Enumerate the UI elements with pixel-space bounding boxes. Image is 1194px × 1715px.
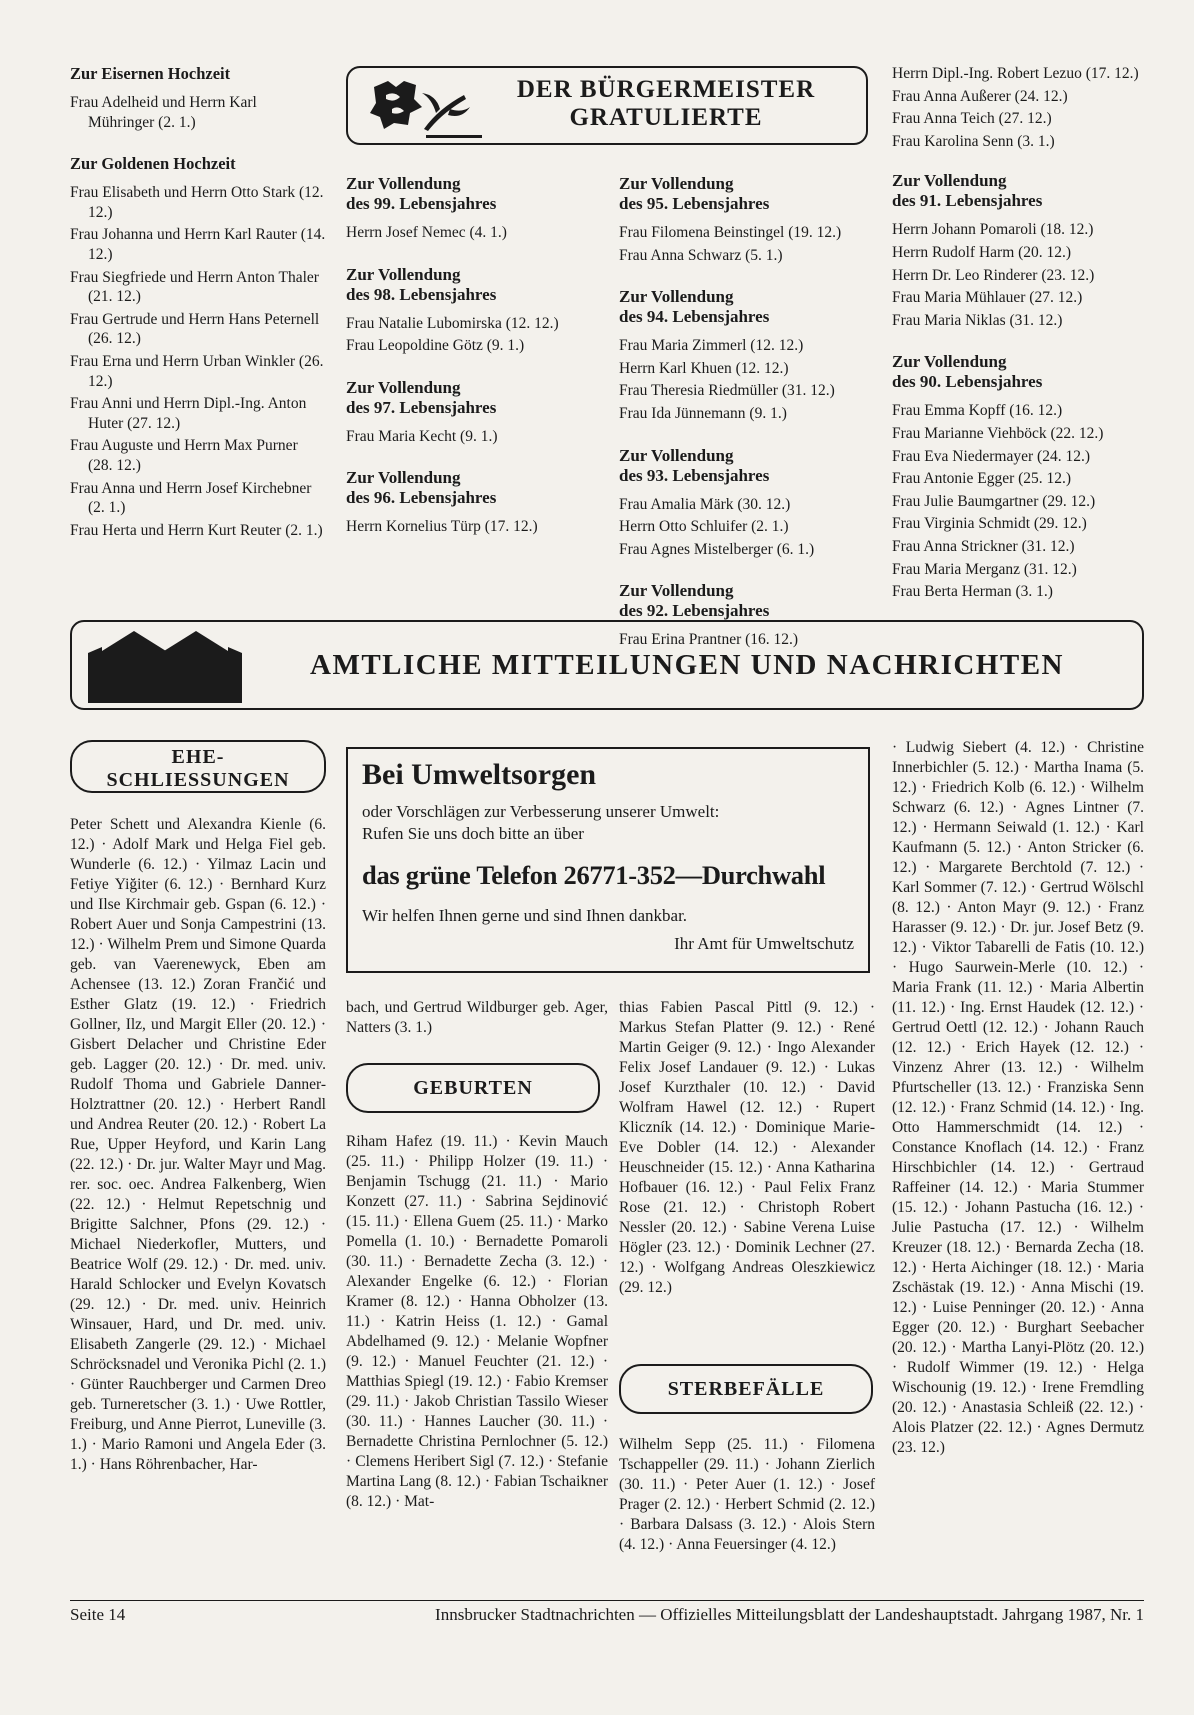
umwelt-signature: Ihr Amt für Umweltschutz (674, 934, 854, 953)
age-group (619, 287, 881, 423)
jubilar-entry: Frau Maria Merganz (31. 12.) (892, 560, 1077, 578)
age-group-subheading: des 97. Lebensjahres (346, 397, 497, 417)
jubilare-column-4 (892, 64, 1144, 624)
geburten-title: GEBURTEN (413, 1077, 533, 1099)
jubilar-entry: Herrn Kornelius Türp (17. 12.) (346, 518, 538, 536)
eheschliessungen-heading-box (70, 740, 326, 793)
eiserne-hochzeit-list (70, 93, 326, 132)
sterbefaelle-text-continued: · Ludwig Siebert (4. 12.) · Christine Innerbichler (5. 12.) · Martha Inama (5. 12.) · Friedrich Kolb (6. 12.) · Wilhelm Schwarz (6. 12.) · Agnes Lintner (7. 12.) · Hermann Seiwald (1. 12.) · Karl Kaufmann (5. 12.) · Anton Stricker (6. 12.) · Margarete Berchtold (7. 12.) · Karl Sommer (7. 12.) · Gertrud Wölschl (8. 12.) · Anton Mayr (9. 12.) · Franz Harasser (9. 12.) · Dr. jur. Josef Betz (9. 12.) · Viktor Tabarelli de Fatis (10. 12.) · Hugo Saurwein-Merle (10. 12.) · Maria Frank (11. 12.) · Maria Albertin (11. 12.) · Ing. Ernst Haudek (12. 12.) · Gertrud Oettl (12. 12.) · Johann Rauch (12. 12.) · Erich Hayek (12. 12.) · Vinzenz Ahrer (13. 12.) · Wilhelm Pfurtscheller (13. 12.) · Franziska Senn (12. 12.) · Franz Schmid (14. 12.) · Ing. Otto Hammerschmidt (14. 12.) · Constance Knoflach (14. 12.) · Franz Hirschbichler (14. 12.) · Gertraud Raffeiner (14. 12.) · Maria Stummer (15. 12.) · Johann Pastucha (16. 12.) · Julie Pastucha (17. 12.) · Wilhelm Kreuzer (18. 12.) · Bernarda Zecha (18. 12.) · Herta Aichinger (18. 12.) · Maria Zschästak (19. 12.) · Anna Mischi (19. 12.) · Luise Penninger (20. 12.) · Anna Egger (20. 12.) · Burghart Seebacher (20. 12.) · Martha Lanyi-Plötz (20. 12.) · Rudolf Wimmer (19. 12.) · Helga Wischounig (19. 12.) · Irene Fremdling (20. 12.) · Anastasia Schleiß (22. 12.) · Alois Platzer (22. 12.) · Agnes Dermutz (23. 12.) (892, 739, 1144, 1456)
couple-entry: Frau Anna und Herrn Josef Kirchebner (2. 1.) (70, 479, 312, 517)
footer-rule (70, 1600, 1144, 1601)
jubilar-entry: Frau Anna Schwarz (5. 1.) (619, 246, 783, 264)
age-group (892, 352, 1144, 601)
couple-entry: Frau Auguste und Herrn Max Purner (28. 12.) (70, 437, 298, 474)
jubilar-entry: Herrn Dipl.-Ing. Robert Lezuo (17. 12.) (892, 65, 1139, 82)
footer-publication: Innsbrucker Stadtnachrichten — Offizielles Mitteilungsblatt der Landeshauptstadt. Jahrgang 1987, Nr. 1 (435, 1605, 1144, 1624)
jubilar-entry: Frau Natalie Lubomirska (12. 12.) (346, 314, 559, 332)
couple-entry: Frau Johanna und Herrn Karl Rauter (14. 12.) (70, 226, 326, 263)
jubilar-entry: Frau Eva Niedermayer (24. 12.) (892, 447, 1090, 465)
rose-icon (366, 73, 486, 139)
geburten-text-continued: thias Fabien Pascal Pittl (9. 12.) · Markus Stefan Platter (9. 12.) · René Martin Geiger (9. 12.) · Ingo Alexander Felix Josef Landauer (9. 12.) · Lukas Josef Kurzthaler (10. 12.) · David Wolfram Hawel (12. 12.) · Rupert Kliczník (14. 12.) · Dominique Marie-Eve Dobler (14. 12.) · Alexander Heuschneider (15. 12.) · Anna Katharina Hofbauer (16. 12.) · Paul Felix Franz Rose (21. 12.) · Christoph Robert Nessler (20. 12.) · Sabine Verena Luise Högler (23. 12.) · Dominik Lechner (27. 12.) · Wolfgang Andreas Oleszkiewicz (29. 12.) (619, 999, 875, 1296)
age-group (346, 378, 608, 447)
age-group-heading: Zur Vollendung (346, 468, 461, 488)
age-group (892, 171, 1144, 330)
jubilar-entry: Frau Maria Mühlauer (27. 12.) (892, 289, 1083, 307)
age-group-subheading: des 91. Lebensjahres (892, 191, 1043, 211)
jubilar-entry: Frau Ida Jünnemann (9. 1.) (619, 404, 787, 422)
jubilare-column-4-continued (892, 64, 1144, 151)
couple-entry: Frau Siegfriede und Herrn Anton Thaler (21. 12.) (70, 268, 319, 306)
jubilar-entry: Frau Emma Kopff (16. 12.) (892, 402, 1063, 420)
couple-entry: Frau Anni und Herrn Dipl.-Ing. Anton Huter (27. 12.) (70, 395, 307, 432)
jubilar-entry: Frau Filomena Beinstingel (19. 12.) (619, 224, 842, 241)
jubilar-entry: Frau Berta Herman (3. 1.) (892, 583, 1053, 601)
jubilar-entry: Herrn Otto Schluifer (2. 1.) (619, 518, 789, 536)
geburten-text: Riham Hafez (19. 11.) · Kevin Mauch (25. 11.) · Philipp Holzer (19. 11.) · Benjamin Tschugg (21. 11.) · Mario Konzett (27. 11.) · Sabrina Sejdinović (15. 11.) · Ellena Guem (25. 11.) · Marko Pomella (1. 10.) · Bernadette Pomaroli (30. 11.) · Bernadette Zecha (3. 12.) · Alexander Engelke (6. 12.) · Florian Kramer (8. 12.) · Hanna Obholzer (13. 11.) · Katrin Heiss (1. 12.) · Gamal Abdelhamed (9. 12.) · Melanie Wopfner (9. 12.) · Manuel Feuchter (21. 12.) · Matthias Spiegl (19. 12.) · Fabio Kremser (29. 11.) · Jakob Christian Tassilo Wieser (30. 11.) · Hannes Laucher (30. 11.) · Bernadette Christina Pernlochner (5. 12.) · Clemens Heribert Sigl (7. 12.) · Stefanie Martina Lang (8. 12.) · Fabian Tschaikner (8. 12.) · Mat- (346, 1133, 608, 1510)
jubilare-column-2 (346, 174, 608, 559)
age-group-subheading: des 93. Lebensjahres (619, 465, 770, 485)
jubilar-entry: Frau Theresia Riedmüller (31. 12.) (619, 382, 835, 400)
age-group-heading: Zur Vollendung (346, 377, 461, 397)
jubilar-entry: Herrn Rudolf Harm (20. 12.) (892, 243, 1072, 261)
jubilare-column-3 (619, 174, 881, 672)
jubilar-entry: Frau Amalia Märk (30. 12.) (619, 495, 791, 513)
buergermeister-title-2: GRATULIERTE (569, 104, 763, 131)
jubilar-entry: Frau Maria Zimmerl (12. 12.) (619, 337, 804, 355)
hochzeiten-column (70, 64, 326, 543)
age-group-subheading: des 98. Lebensjahres (346, 284, 497, 304)
geburten-heading-box (346, 1063, 600, 1113)
age-group-subheading: des 92. Lebensjahres (619, 601, 770, 621)
jubilar-entry: Frau Antonie Egger (25. 12.) (892, 470, 1072, 488)
building-icon (86, 625, 246, 705)
age-group (346, 265, 608, 356)
sterbefaelle-text: Wilhelm Sepp (25. 11.) · Filomena Tschappeller (29. 11.) · Johann Zierlich (30. 11.) · Peter Auer (1. 12.) · Josef Prager (2. 12.) · Herbert Schmid (2. 12.) · Barbara Dalsass (3. 12.) · Alois Stern (4. 12.) · Anna Feuersinger (4. 12.) (619, 1436, 875, 1553)
couple-entry: Frau Herta und Herrn Kurt Reuter (2. 1.) (70, 521, 323, 539)
eheschliessungen-title-2: SCHLIESSUNGEN (106, 769, 290, 791)
amtliche-banner (70, 620, 1144, 710)
age-group-subheading: des 99. Lebensjahres (346, 194, 497, 213)
jubilar-entry: Frau Anna Teich (27. 12.) (892, 110, 1052, 128)
amtliche-title: AMTLICHE MITTEILUNGEN UND NACHRICHTEN (310, 649, 1064, 681)
age-group-heading: Zur Vollendung (892, 352, 1007, 372)
age-group-subheading: des 95. Lebensjahres (619, 194, 770, 213)
eheschliessungen-text: Peter Schett und Alexandra Kienle (6. 12.) · Adolf Mark und Helga Fiel geb. Wunderle (6. 12.) · Yilmaz Lacin und Fetiye Yiğiter (6. 12.) · Bernhard Kurz und Ilse Kirchmair geb. Gspan (6. 12.) · Robert Auer und Sonja Campestrini (13. 12.) · Wilhelm Prem und Simone Quarda geb. van Vaerenewyck, Eben am Achensee (13. 12.) Zoran Frančić und Esther Glatz (19. 12.) · Friedrich Gollner, Ilz, und Margit Eller (20. 12.) · Gisbert Delacher und Christine Eder geb. Lagger (20. 12.) · Dr. med. univ. Rudolf Thoma und Gabriele Danner-Holztrattner (20. 12.) · Herbert Randl und Andrea Reuter (20. 12.) · Robert La Rue, Upper Heyford, und Karin Lang (22. 12.) · Dr. jur. Walter Mayr und Mag. rer. soc. oec. Andrea Falkenberg, Wien (22. 12.) · Helmut Repetschnig und Brigitte Salchner, Pfons (29. 12.) · Michael Niederkofler, Mutters, und Beatrice Wolf (29. 12.) · Dr. med. univ. Harald Schlocker und Evelyn Kovatsch (29. 12.) · Dr. med. univ. Heinrich Winsauer, Hard, und Dr. med. univ. Elisabeth Zangerle (29. 12.) · Michael Schröcksnadel und Veronika Pichl (2. 1.) · Günter Rauchberger und Carmen Dreo geb. Turneretscher (3. 1.) · Uwe Rottler, Freiburg, und Anne Pierrot, Luneville (3. 1.) · Mario Ramoni und Angela Eder (3. 1.) · Hans Röhrenbacher, Har- (70, 816, 326, 1473)
jubilar-entry: Frau Julie Baumgartner (29. 12.) (892, 492, 1096, 510)
eheschliessungen-title-1: EHE- (171, 746, 225, 768)
jubilar-entry: Herrn Josef Nemec (4. 1.) (346, 224, 507, 241)
buergermeister-title-1: DER BÜRGERMEISTER (516, 76, 816, 103)
age-group-heading: Zur Vollendung (346, 174, 461, 193)
couple-entry: Frau Elisabeth und Herrn Otto Stark (12. 12.) (70, 184, 324, 221)
age-group-heading: Zur Vollendung (619, 581, 734, 601)
sterbefaelle-title: STERBEFÄLLE (667, 1378, 825, 1400)
age-group (619, 174, 881, 265)
umwelt-line-1: oder Vorschlägen zur Verbesserung unserer Umwelt: (362, 802, 720, 821)
page-number: Seite 14 (70, 1605, 126, 1624)
age-group (346, 468, 608, 537)
jubilar-entry: Frau Erina Prantner (16. 12.) (619, 631, 799, 649)
goldene-hochzeit-heading: Zur Goldenen Hochzeit (70, 154, 236, 174)
age-group-subheading: des 94. Lebensjahres (619, 307, 770, 327)
umwelt-box (346, 747, 870, 973)
couple-entry: Frau Erna und Herrn Urban Winkler (26. 12.) (70, 352, 324, 390)
jubilar-entry: Frau Leopoldine Götz (9. 1.) (346, 337, 525, 355)
age-group (346, 174, 608, 243)
age-group (619, 446, 881, 560)
age-group-heading: Zur Vollendung (619, 174, 734, 193)
jubilar-entry: Frau Virginia Schmidt (29. 12.) (892, 515, 1087, 533)
couple-entry: Frau Adelheid und Herrn Karl Mühringer (2. 1.) (70, 94, 257, 131)
age-group-heading: Zur Vollendung (619, 445, 734, 465)
eheschliessungen-text-continued: bach, und Gertrud Wildburger geb. Ager, Natters (3. 1.) (346, 999, 608, 1036)
sterbefaelle-heading-box (619, 1364, 873, 1414)
age-group-heading: Zur Vollendung (892, 171, 1007, 191)
eiserne-hochzeit-heading: Zur Eisernen Hochzeit (70, 64, 231, 83)
jubilar-entry: Herrn Karl Khuen (12. 12.) (619, 359, 789, 377)
age-group-heading: Zur Vollendung (619, 287, 734, 307)
jubilar-entry: Frau Marianne Viehböck (22. 12.) (892, 424, 1104, 442)
couple-entry: Frau Gertrude und Herrn Hans Peternell (26. 12.) (70, 310, 320, 348)
goldene-hochzeit-list (70, 183, 326, 540)
age-group-subheading: des 96. Lebensjahres (346, 488, 497, 508)
jubilar-entry: Frau Maria Kecht (9. 1.) (346, 427, 498, 445)
buergermeister-banner (346, 66, 868, 145)
jubilar-entry: Frau Karolina Senn (3. 1.) (892, 132, 1055, 150)
umwelt-line-2: Rufen Sie uns doch bitte an über (362, 824, 584, 843)
umwelt-line-3: Wir helfen Ihnen gerne und sind Ihnen dankbar. (362, 906, 688, 925)
jubilar-entry: Herrn Dr. Leo Rinderer (23. 12.) (892, 266, 1095, 284)
age-group-heading: Zur Vollendung (346, 264, 461, 284)
jubilar-entry: Frau Anna Strickner (31. 12.) (892, 537, 1075, 555)
umwelt-title: Bei Umweltsorgen (362, 758, 597, 791)
jubilar-entry: Frau Agnes Mistelberger (6. 1.) (619, 540, 815, 558)
jubilar-entry: Frau Anna Außerer (24. 12.) (892, 87, 1068, 105)
jubilar-entry: Herrn Johann Pomaroli (18. 12.) (892, 221, 1094, 239)
jubilar-entry: Frau Maria Niklas (31. 12.) (892, 311, 1063, 329)
age-group-subheading: des 90. Lebensjahres (892, 372, 1043, 392)
green-phone-number: das grüne Telefon 26771-352—Durchwahl (362, 860, 826, 890)
